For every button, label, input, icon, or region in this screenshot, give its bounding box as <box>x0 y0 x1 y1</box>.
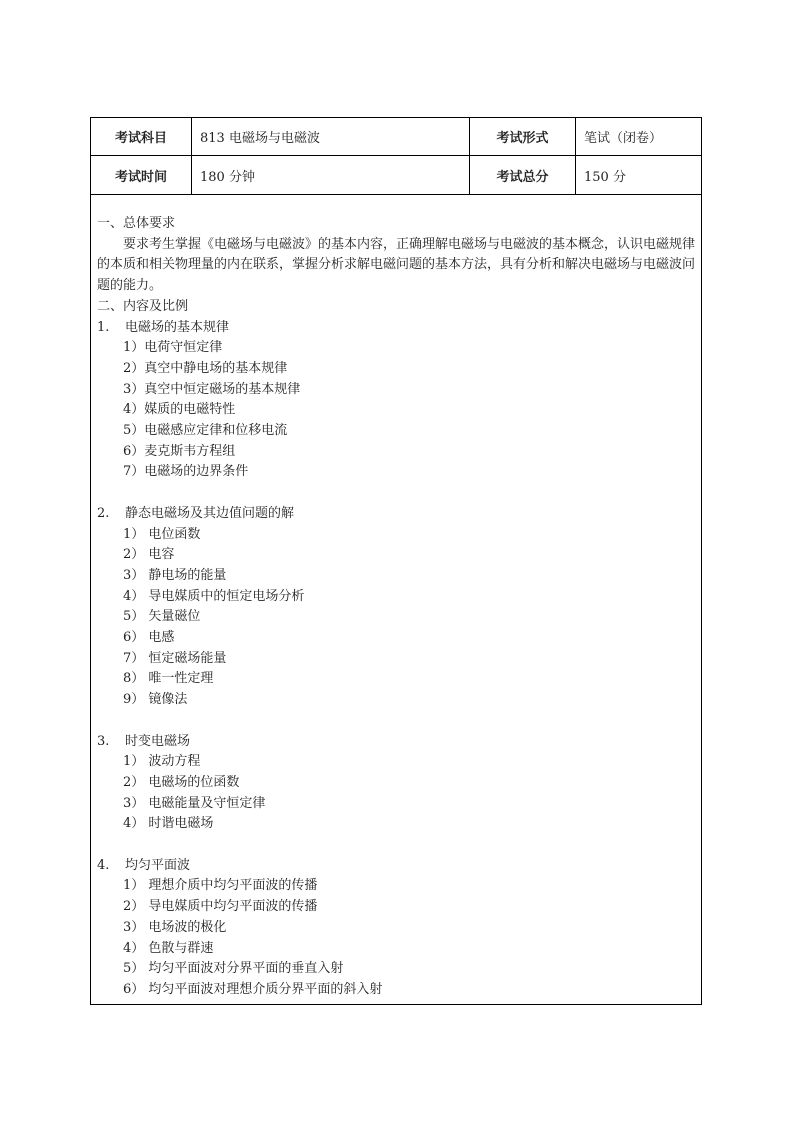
topic-item: 2）真空中静电场的基本规律 <box>123 360 288 376</box>
topic-number: 1. <box>97 319 110 335</box>
topic-heading <box>97 732 695 753</box>
subject-label: 考试科目 <box>91 118 192 155</box>
topic-title: 均匀平面波 <box>125 857 191 873</box>
topic-item: 3）真空中恒定磁场的基本规律 <box>123 381 301 397</box>
topic-item: 4） 时谐电磁场 <box>123 816 214 832</box>
spacer <box>97 483 695 504</box>
topic-item: 8） 唯一性定理 <box>123 671 214 687</box>
topic-item: 6） 均匀平面波对理想介质分界平面的斜入射 <box>123 981 383 997</box>
topic-item: 1）电荷守恒定律 <box>123 340 223 356</box>
spacer <box>97 835 695 856</box>
topic-heading <box>97 856 695 877</box>
topic-item: 2） 电容 <box>123 547 175 563</box>
topic-number: 3. <box>97 733 110 749</box>
section-paragraph: 要求考生掌握《电磁场与电磁波》的基本内容，正确理解电磁场与电磁波的基本概念，认识电磁规律的本质和相关物理量的内在联系，掌握分析求解电磁问题的基本方法，具有分析和解决电磁场与电磁波问题的能力。 <box>97 236 696 294</box>
topic-item: 5）电磁感应定律和位移电流 <box>123 423 288 439</box>
topic-item: 3） 静电场的能量 <box>123 567 227 583</box>
topic-item: 2） 电磁场的位函数 <box>123 774 240 790</box>
topic-item: 3） 电磁能量及守恒定律 <box>123 795 266 811</box>
topic-heading <box>97 318 695 339</box>
topic-item: 5） 矢量磁位 <box>123 609 201 625</box>
exam-info-table <box>90 117 702 1005</box>
topic-item: 4） 导电媒质中的恒定电场分析 <box>123 588 305 604</box>
section-title: 一、总体要求 <box>97 216 176 231</box>
topic-title: 时变电磁场 <box>125 733 191 749</box>
topic-number: 4. <box>97 857 110 873</box>
form-value: 笔试（闭卷） <box>584 131 663 146</box>
score-value: 150 分 <box>584 169 626 185</box>
topic-item: 9） 镜像法 <box>123 692 188 708</box>
topic-item: 4） 色散与群速 <box>123 940 214 956</box>
form-label: 考试形式 <box>470 118 576 155</box>
subject-value: 813 电磁场与电磁波 <box>192 118 470 155</box>
topic-item: 6） 电感 <box>123 630 175 646</box>
table-row <box>91 156 701 195</box>
topic-item: 1） 波动方程 <box>123 754 201 770</box>
topic-title: 电磁场的基本规律 <box>125 319 230 335</box>
topic-item: 1） 理想介质中均匀平面波的传播 <box>123 878 318 894</box>
syllabus-content <box>91 214 701 1001</box>
topic-title: 静态电磁场及其边值问题的解 <box>125 505 295 521</box>
topic-number: 2. <box>97 505 110 521</box>
score-label: 考试总分 <box>470 156 576 194</box>
time-label: 考试时间 <box>91 156 192 194</box>
topic-item: 1） 电位函数 <box>123 526 201 542</box>
topic-item: 2） 导电媒质中均匀平面波的传播 <box>123 899 318 915</box>
topic-heading <box>97 504 695 525</box>
spacer <box>97 711 695 732</box>
time-value: 180 分钟 <box>192 156 470 194</box>
section-title: 二、内容及比例 <box>97 298 189 314</box>
topic-item: 3） 电场波的极化 <box>123 919 227 935</box>
topic-item: 4）媒质的电磁特性 <box>123 402 236 418</box>
topic-item: 7） 恒定磁场能量 <box>123 650 227 666</box>
topic-item: 5） 均匀平面波对分界平面的垂直入射 <box>123 961 344 977</box>
table-row <box>91 118 701 156</box>
topic-list <box>97 318 695 1001</box>
topic-item: 7）电磁场的边界条件 <box>123 464 249 480</box>
topic-item: 6）麦克斯韦方程组 <box>123 443 236 459</box>
